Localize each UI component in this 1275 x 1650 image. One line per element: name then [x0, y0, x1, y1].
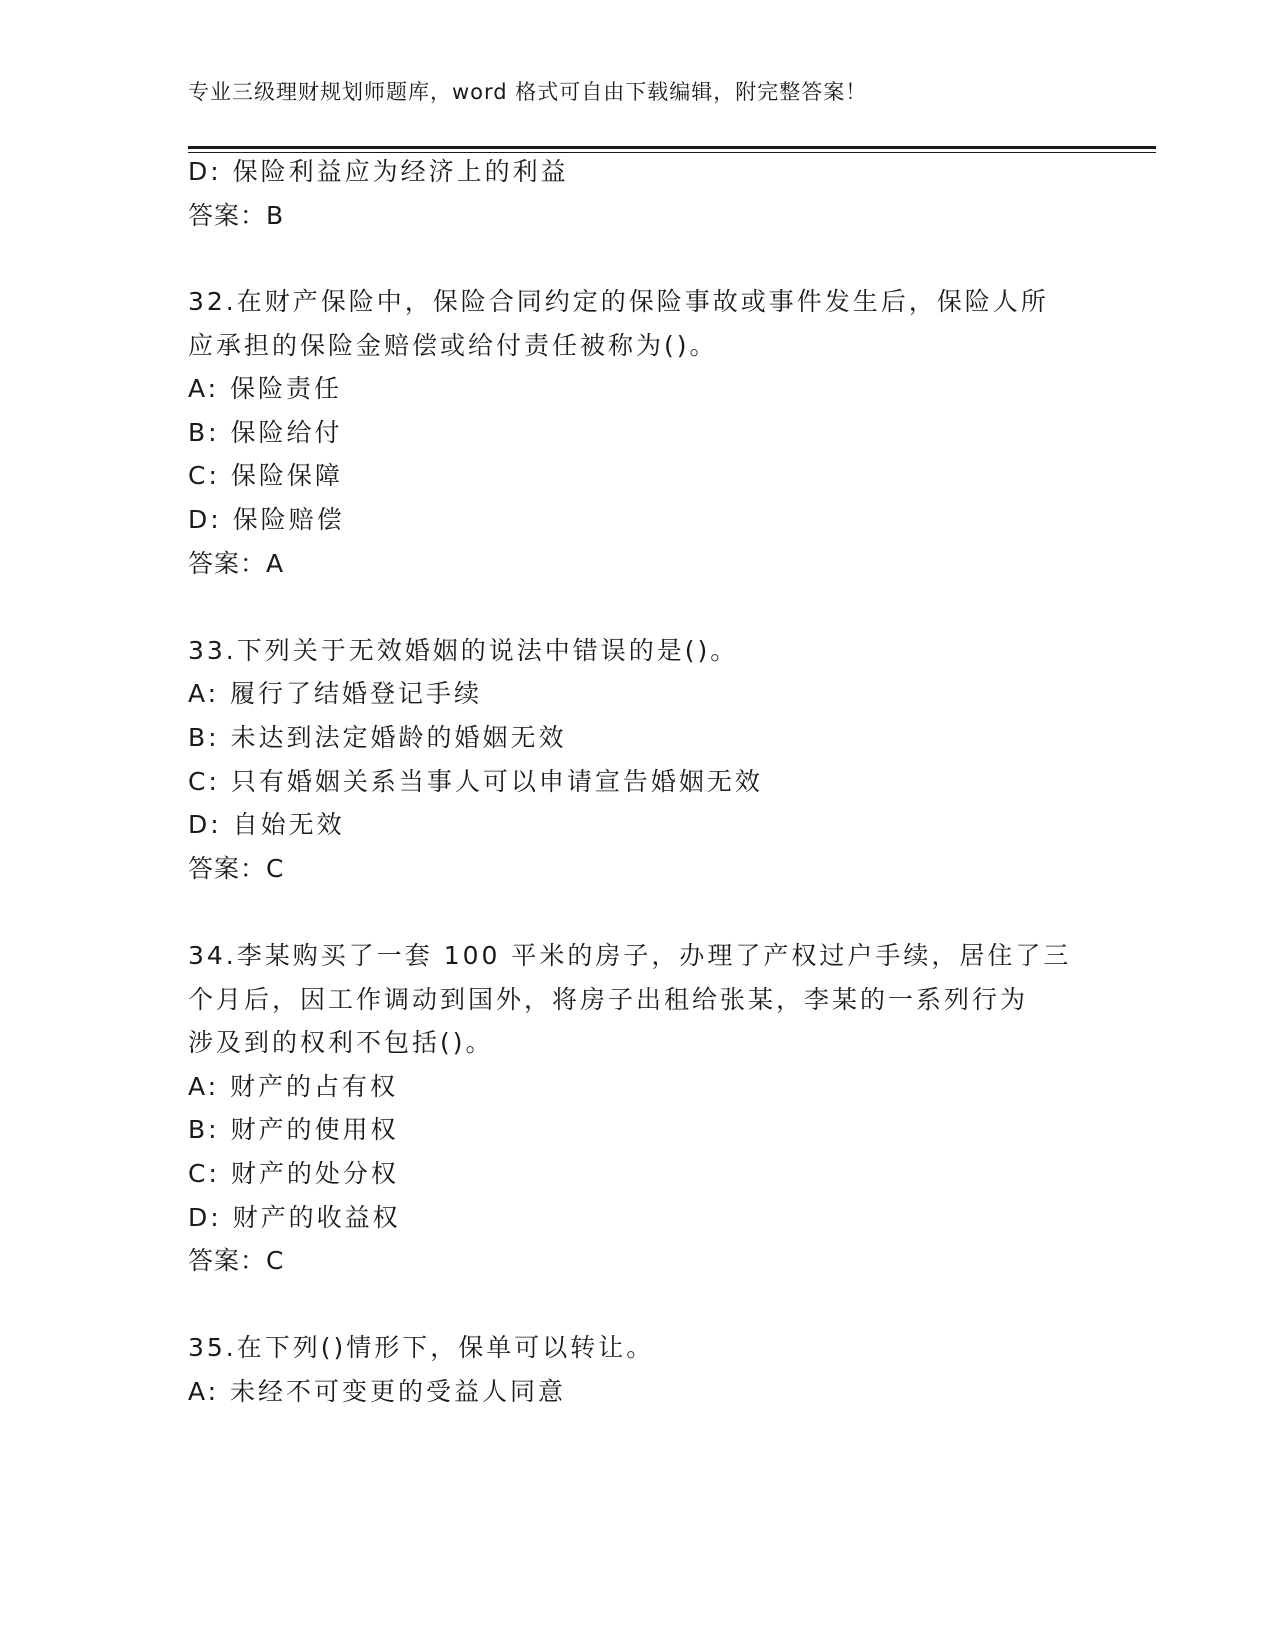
answer: 答案：B	[188, 201, 285, 230]
question-34-option-c: C: 财产的处分权	[188, 1159, 399, 1188]
question-34-option-a: A: 财产的占有权	[188, 1072, 399, 1101]
question-32-answer: 答案：A	[188, 549, 285, 578]
question-33-option-b: B: 未达到法定婚龄的婚姻无效	[188, 723, 567, 752]
question-34-stem-line-2: 个月后，因工作调动到国外，将房子出租给张某，李某的一系列行为	[188, 985, 1029, 1014]
question-33-option-c: C: 只有婚姻关系当事人可以申请宣告婚姻无效	[188, 767, 763, 796]
question-35-option-a: A: 未经不可变更的受益人同意	[188, 1377, 567, 1406]
question-33-option-a: A: 履行了结婚登记手续	[188, 679, 483, 708]
question-33-stem-line-1: 33.下列关于无效婚姻的说法中错误的是()。	[188, 636, 739, 665]
question-33-answer: 答案：C	[188, 854, 285, 883]
question-32-option-c: C: 保险保障	[188, 461, 343, 490]
question-32-option-b: B: 保险给付	[188, 418, 343, 447]
question-32-option-d: D: 保险赔偿	[188, 505, 345, 534]
question-33-option-d: D: 自始无效	[188, 810, 345, 839]
question-34-option-d: D: 财产的收益权	[188, 1203, 401, 1232]
question-34-stem-line-1: 34.李某购买了一套 100 平米的房子，办理了产权过户手续，居住了三	[188, 941, 1072, 970]
page-header: 专业三级理财规划师题库，word 格式可自由下载编辑，附完整答案！	[188, 80, 868, 104]
question-34-answer: 答案：C	[188, 1246, 285, 1275]
question-34-stem-line-3: 涉及到的权利不包括()。	[188, 1028, 494, 1057]
question-32-stem-line-1: 32.在财产保险中，保险合同约定的保险事故或事件发生后，保险人所	[188, 287, 1049, 316]
question-34-option-b: B: 财产的使用权	[188, 1115, 399, 1144]
question-35-stem-line-1: 35.在下列()情形下，保单可以转让。	[188, 1333, 655, 1362]
question-32-option-a: A: 保险责任	[188, 374, 343, 403]
question-32-stem-line-2: 应承担的保险金赔偿或给付责任被称为()。	[188, 331, 718, 360]
header-rule-thick	[188, 146, 1156, 149]
option-d: D: 保险利益应为经济上的利益	[188, 157, 569, 186]
header-rule-thin	[188, 152, 1156, 153]
